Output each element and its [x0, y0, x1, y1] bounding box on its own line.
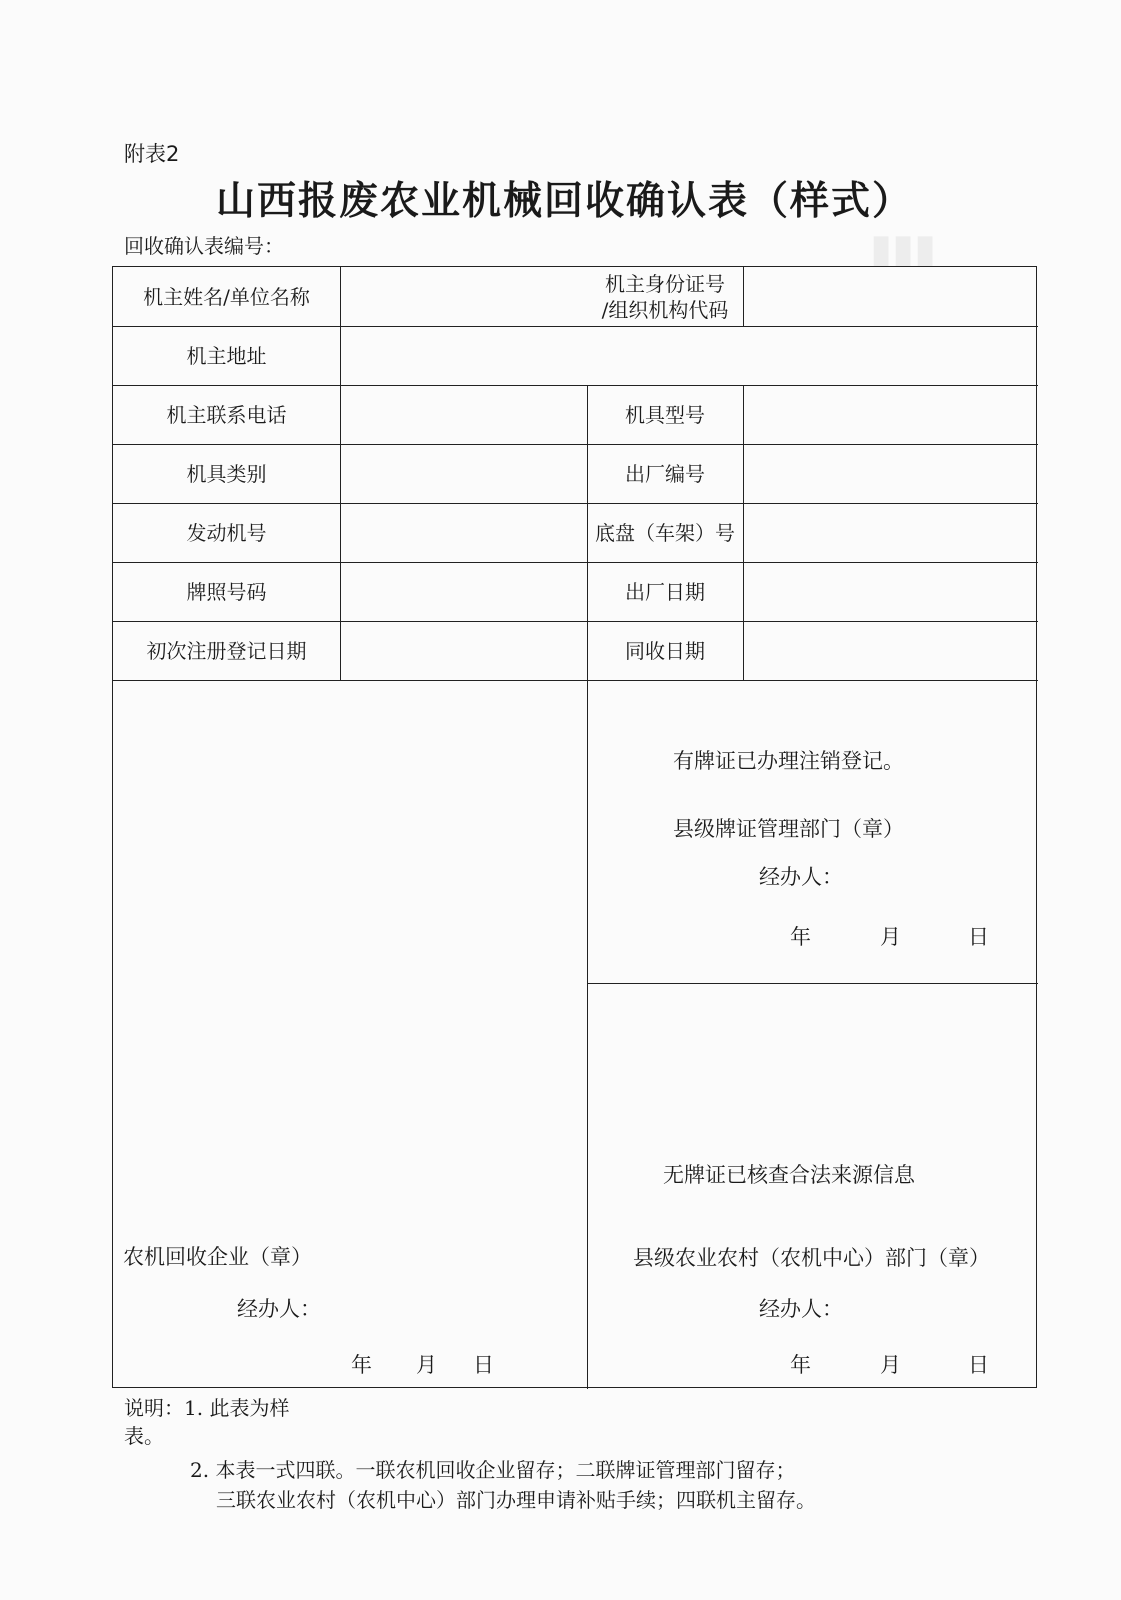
unlicensed-day-label: 日	[968, 1353, 989, 1377]
factory-date-label: 出厂日期	[625, 579, 705, 604]
recycler-day-label: 日	[473, 1353, 494, 1377]
unlicensed-year-label: 年	[790, 1353, 811, 1377]
chassis-number-value[interactable]	[743, 503, 1038, 562]
form-number-label: 回收确认表编号：	[124, 234, 284, 258]
engine-number-value[interactable]	[340, 503, 587, 562]
owner-phone-label: 机主联系电话	[166, 402, 287, 427]
licensed-statement: 有牌证已办理注销登记。	[673, 749, 904, 773]
machine-category-label: 机具类别	[186, 461, 267, 486]
owner-address-label: 机主地址	[186, 343, 267, 368]
notes-line-1: 说明：1. 此表为样	[124, 1396, 290, 1420]
owner-name-value[interactable]	[340, 267, 588, 326]
first-registration-date-label: 初次注册登记日期	[146, 638, 307, 663]
machine-model-label: 机具型号	[625, 402, 705, 427]
recycler-stamp-label: 农机回收企业（章）	[123, 1245, 312, 1269]
recycler-year-label: 年	[351, 1353, 372, 1377]
owner-phone-value[interactable]	[340, 385, 587, 444]
licensed-month-label: 月	[880, 925, 901, 949]
machine-category-value[interactable]	[340, 444, 587, 503]
notes-line-3: 三联农业农村（农机中心）部门办理申请补贴手续；四联机主留存。	[216, 1488, 816, 1512]
owner-name-label: 机主姓名/单位名称	[143, 284, 310, 309]
machine-model-value[interactable]	[743, 385, 1038, 444]
recovery-date-label: 同收日期	[625, 638, 705, 663]
unlicensed-month-label: 月	[880, 1353, 901, 1377]
plate-number-value[interactable]	[340, 562, 587, 621]
licensed-handler-label: 经办人：	[759, 865, 843, 889]
engine-number-label: 发动机号	[186, 520, 267, 545]
notes-line-2: 2. 本表一式四联。一联农机回收企业留存；二联牌证管理部门留存；	[190, 1458, 796, 1482]
licensed-day-label: 日	[968, 925, 989, 949]
chassis-number-label: 底盘（车架）号	[595, 520, 735, 545]
recycler-handler-label: 经办人：	[237, 1297, 321, 1321]
unlicensed-statement: 无牌证已核查合法来源信息	[663, 1163, 915, 1187]
appendix-label: 附表2	[124, 142, 180, 166]
factory-number-value[interactable]	[743, 444, 1038, 503]
notes-line-1b: 表。	[124, 1424, 164, 1448]
owner-id-label-line2: /组织机构代码	[601, 297, 729, 322]
first-registration-date-value[interactable]	[340, 621, 587, 680]
page-title: 山西报废农业机械回收确认表（样式）	[216, 179, 914, 224]
owner-id-label-line1: 机主身份证号	[605, 271, 725, 296]
licensed-year-label: 年	[790, 925, 811, 949]
factory-date-value[interactable]	[743, 562, 1038, 621]
bleed-through-text: ▮▮▮	[870, 225, 937, 272]
owner-id-label	[587, 267, 743, 326]
recycler-month-label: 月	[416, 1353, 437, 1377]
recovery-date-value[interactable]	[743, 621, 1038, 680]
plate-number-label: 牌照号码	[186, 579, 267, 604]
unlicensed-handler-label: 经办人：	[759, 1297, 843, 1321]
unlicensed-department-stamp: 县级农业农村（农机中心）部门（章）	[633, 1246, 990, 1270]
confirmation-table	[112, 266, 1037, 1388]
owner-id-value[interactable]	[743, 267, 1038, 326]
licensed-department-stamp: 县级牌证管理部门（章）	[673, 817, 904, 841]
owner-address-value[interactable]	[340, 326, 1038, 385]
factory-number-label: 出厂编号	[625, 461, 705, 486]
